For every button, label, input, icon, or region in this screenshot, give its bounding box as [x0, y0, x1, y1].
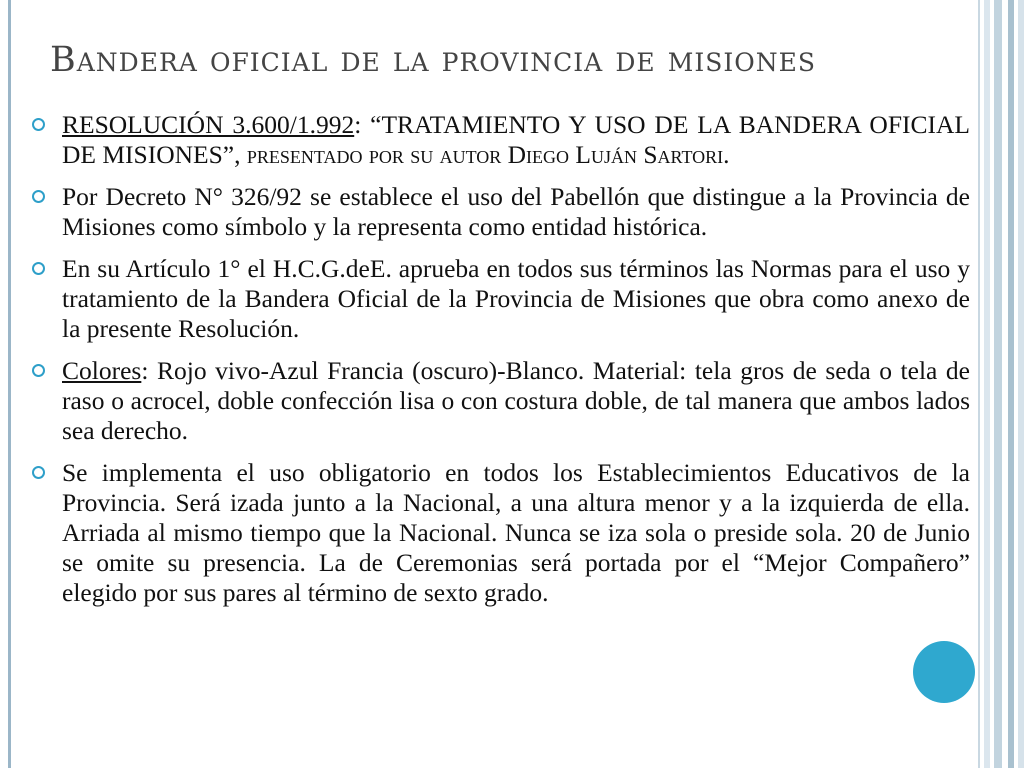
- stripe: [978, 0, 980, 768]
- slide-title: Bandera oficial de la provincia de misiones: [50, 40, 816, 80]
- resolution-link-text: RESOLUCIÓN 3.600/1.992: [62, 110, 355, 139]
- list-item: [30, 356, 970, 446]
- bullet-circle-icon: [32, 118, 45, 131]
- item-text: Por Decreto N° 326/92 se establece el uso del Pabellón que distingue a la Provincia de Misiones como símbolo y la representa como entidad histórica.: [62, 182, 970, 241]
- bullet-list: [30, 110, 970, 620]
- right-decorative-band: [976, 0, 1024, 768]
- bullet-circle-icon: [32, 262, 45, 275]
- item-text: Se implementa el uso obligatorio en todos los Establecimientos Educativos de la Provincia. Será izada junto a la Nacional, a una altura menor y a la izquierda de ella. Arriada al mismo tiempo que la Nacional. Nunca se iza sola o preside sola. 20 de Junio se omite su presencia. La de Ceremonias será portada por el “Mejor Compañero” elegido por sus pares al término de sexto grado.: [62, 458, 970, 607]
- colores-label: Colores: [62, 356, 142, 385]
- item-author-text: presentado por su autor Diego Luján Sartori.: [246, 140, 730, 169]
- stripe: [984, 0, 990, 768]
- item-text: En su Artículo 1° el H.C.G.deE. aprueba en todos sus términos las Normas para el uso y tratamiento de la Bandera Oficial de la Provincia de Misiones que obra como anexo de la presente Resolución.: [62, 254, 970, 343]
- stripe: [994, 0, 1002, 768]
- list-item: [30, 110, 970, 170]
- item-text: : Rojo vivo-Azul Francia (oscuro)-Blanco. Material: tela gros de seda o tela de raso o acrocel, doble confección lisa o con costura doble, de tal manera que ambos lados sea derecho.: [62, 356, 970, 445]
- list-item: [30, 254, 970, 344]
- list-item: [30, 182, 970, 242]
- stripe: [1018, 0, 1024, 768]
- bullet-circle-icon: [32, 466, 45, 479]
- left-border-line: [8, 0, 11, 768]
- bullet-circle-icon: [32, 364, 45, 377]
- list-item: [30, 458, 970, 608]
- item-text: : “TRATAMIENTO Y USO DE LA BANDERA OFICIAL DE MISIONES”,: [62, 110, 970, 169]
- accent-circle: [913, 641, 975, 703]
- stripe: [1008, 0, 1014, 768]
- bullet-circle-icon: [32, 190, 45, 203]
